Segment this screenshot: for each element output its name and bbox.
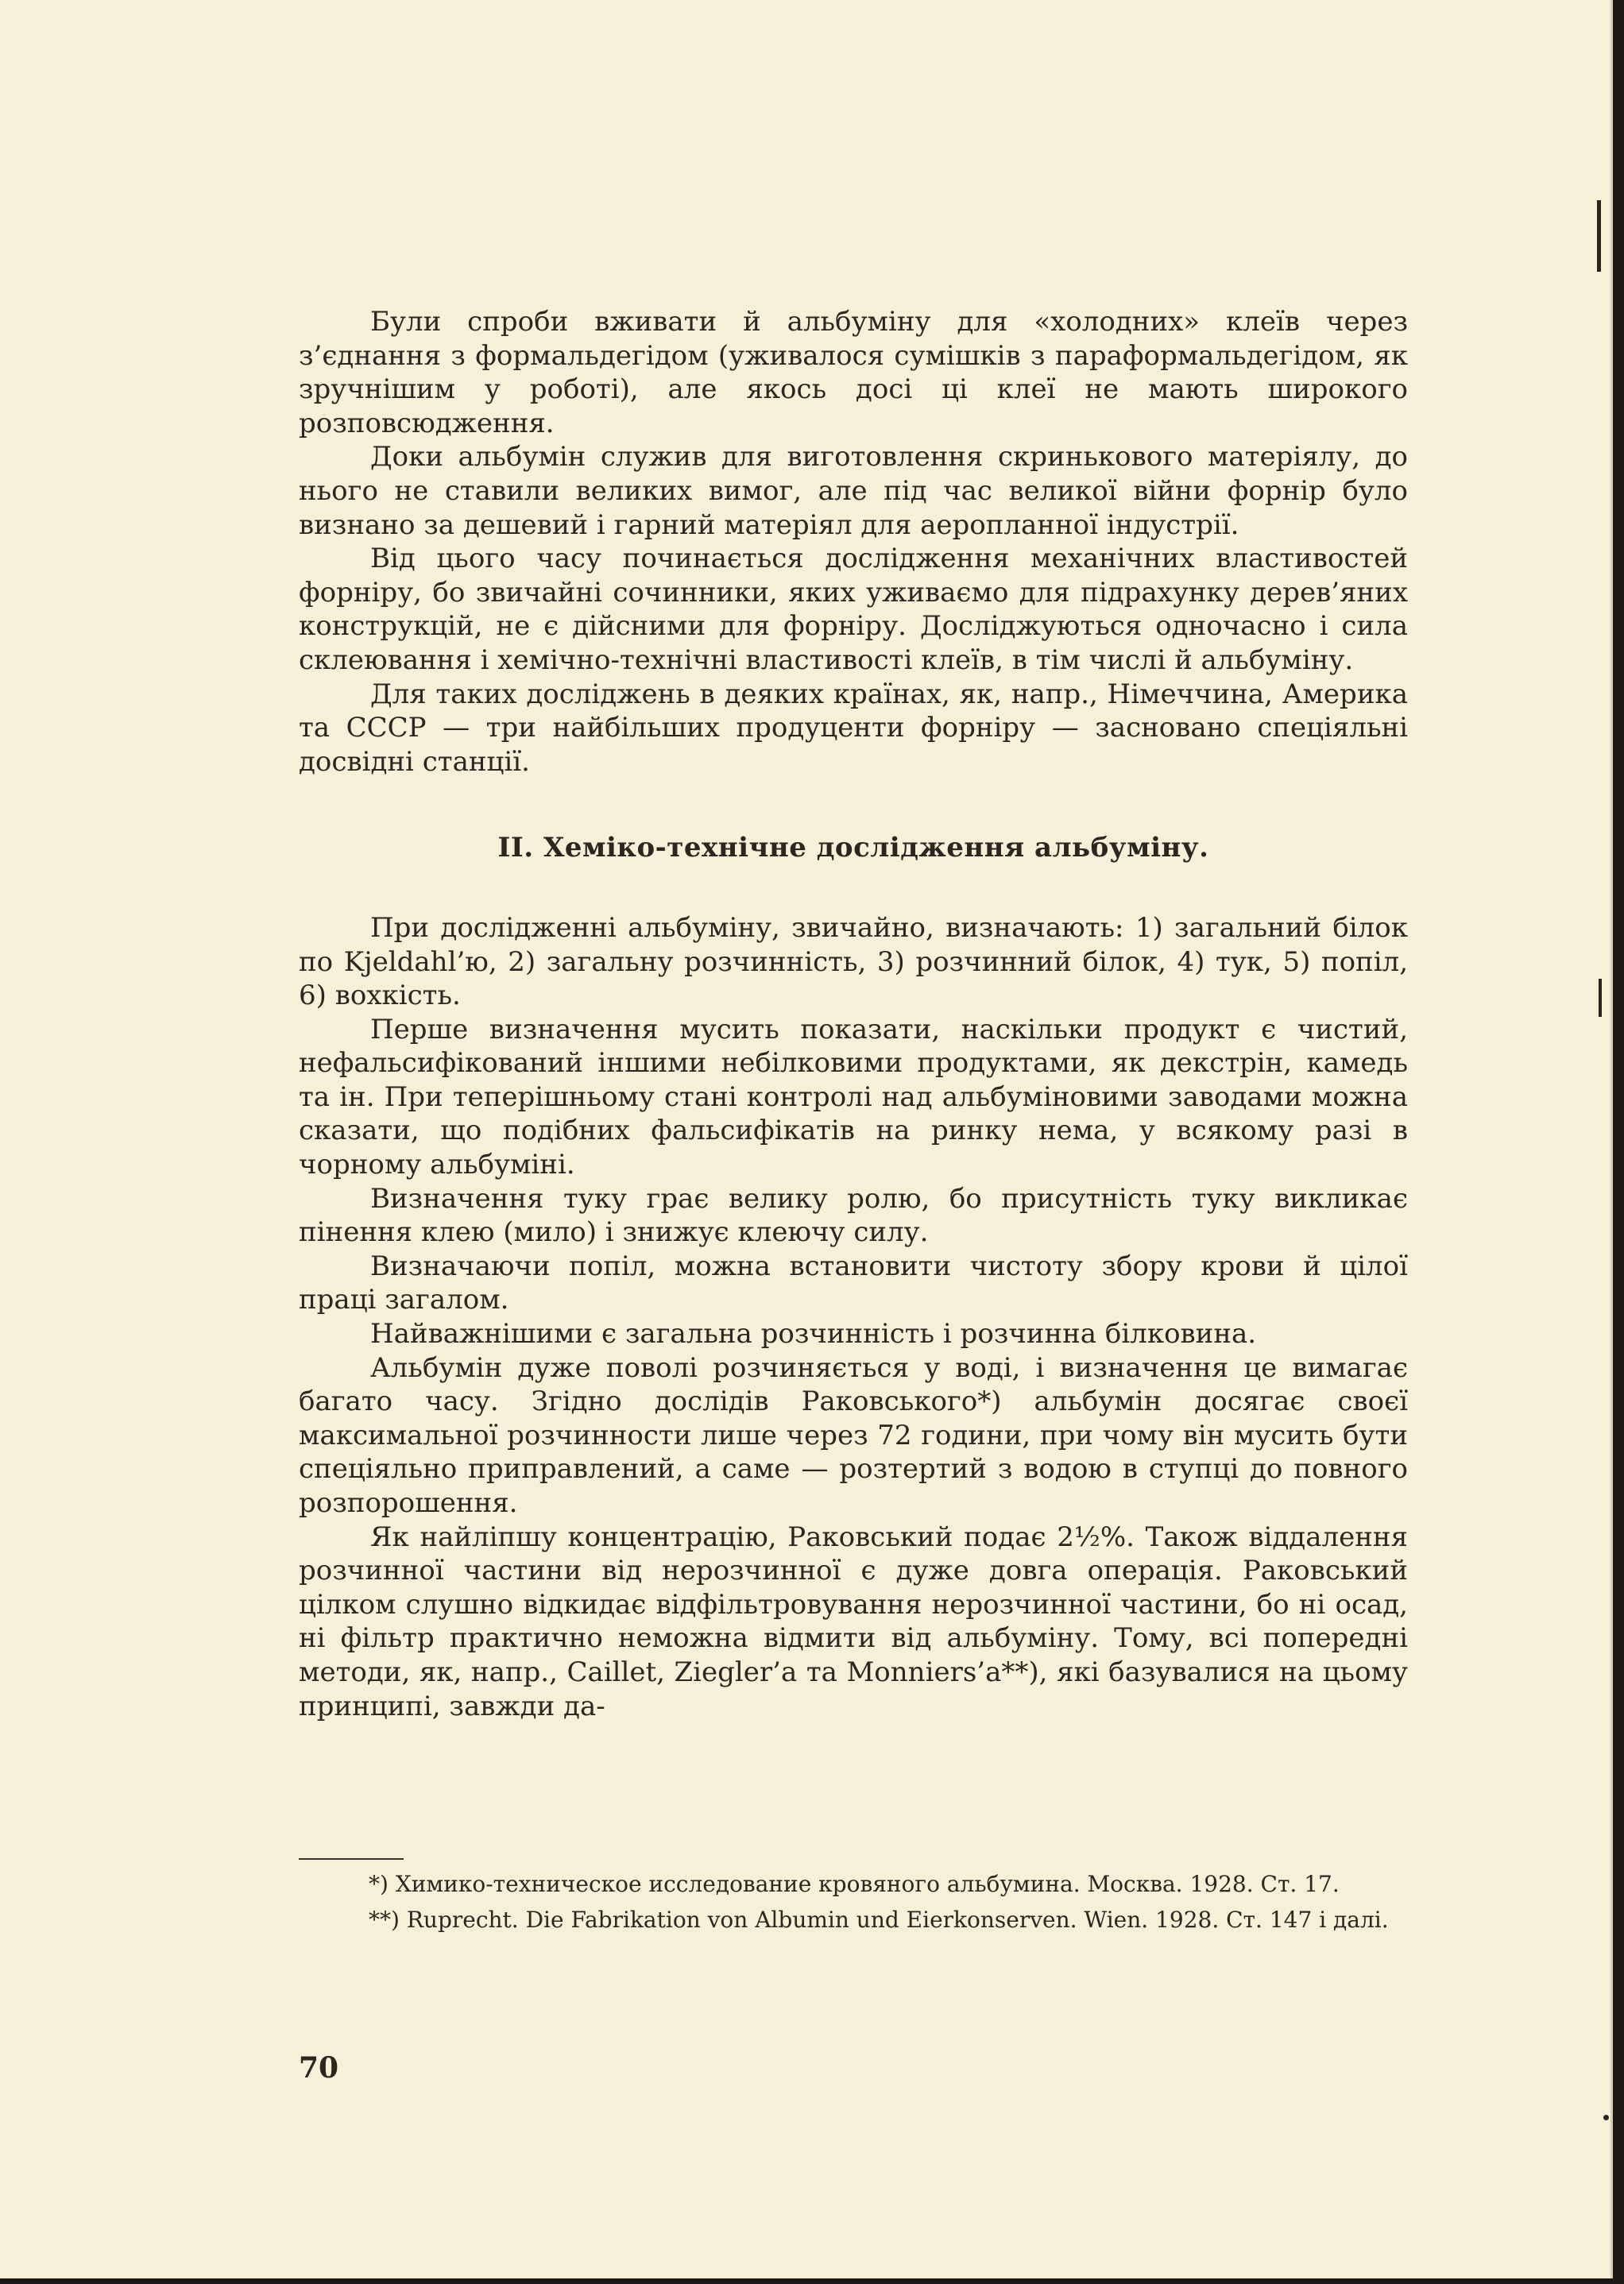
footnote: *) Химико-техническое исследование кровяного альбумина. Москва. 1928. Ст. 17.: [369, 1871, 1340, 1897]
paragraph: Для таких досліджень в деяких країнах, як, напр., Німеччина, Америка та СССР — три найбільших продуценти форніру — засновано спеціяльні досвідні станції.: [299, 678, 1408, 778]
paragraph: Найважнішими є загальна розчинність і розчинна білковина.: [370, 1318, 1257, 1351]
scan-artifact-bottom: [1603, 2115, 1609, 2120]
paragraph: Як найліпшу концентрацію, Раковський подає 2½%. Також віддалення розчинної частини від нерозчинної є дуже довга операція. Раковський цілком слушно відкидає відфільтровування нерозчинної частини, бо ні осад, ні фільтр практично неможна відмити від альбуміну. Тому, всі попередні методи, як, напр., Caillet, Ziegler’a та Monniers’a**), які базувалися на цьому принципі, завжди да-: [299, 1521, 1408, 1722]
paragraph: Визначаючи попіл, можна встановити чистоту збору крови й цілої праці загалом.: [299, 1250, 1408, 1316]
footnote: **) Ruprecht. Die Fabrikation von Albumin und Eierkonserven. Wien. 1928. Ст. 147 і далі.: [369, 1907, 1389, 1933]
paragraph: При дослідженні альбуміну, звичайно, визначають: 1) загальний білок по Kjeldahl’ю, 2) загальну розчинність, 3) розчинний білок, 4) тук, 5) попіл, 6) вохкість.: [299, 911, 1408, 1012]
section-heading: II. Хеміко-технічне дослідження альбуміну.: [497, 832, 1209, 864]
body-text: [299, 305, 1408, 1723]
footnote-divider: [299, 1858, 404, 1860]
paragraph: Визначення туку грає велику ролю, бо присутність туку викликає пінення клею (мило) і знижує клеючу силу.: [299, 1182, 1408, 1249]
scan-artifact-top: [1597, 200, 1601, 272]
footnotes: [299, 1870, 1408, 1942]
page-number: 70: [299, 2051, 339, 2085]
paragraph: Від цього часу починається дослідження механічних властивостей форніру, бо звичайні сочинники, яких уживаємо для підрахунку дерев’яних конструкцій, не є дійсними для форніру. Досліджуються одночасно і сила склеювання і хемічно-технічні властивості клеїв, в тім числі й альбуміну.: [299, 543, 1408, 676]
paragraph: Були спроби вживати й альбуміну для «холодних» клеїв через з’єднання з формальдегідом (уживалося сумішків з параформальдегідом, як зручнішим у роботі), але якось досі ці клеї не мають широкого розповсюдження.: [299, 306, 1408, 439]
paragraph: Альбумін дуже поволі розчиняється у воді, і визначення це вимагає багато часу. Згідно дослідів Раковського*) альбумін досягає своєї максимальної розчинности лише через 72 години, при чому він мусить бути спеціяльно приправлений, а саме — розтертий з водою в ступці до повного розпорошення.: [299, 1351, 1408, 1519]
paragraph: Доки альбумін служив для виготовлення скринькового матеріялу, до нього не ставили великих вимог, але під час великої війни форнір було визнано за дешевий і гарний матеріял для аеропланної індустрії.: [299, 441, 1408, 541]
paragraph: Перше визначення мусить показати, наскільки продукт є чистий, нефальсифікований іншими небілковими продуктами, як декстрін, камедь та ін. При теперішньому стані контролі над альбуміновими заводами можна сказати, що подібних фальсифікатів на ринку нема, у всякому разі в чорному альбуміні.: [299, 1013, 1408, 1181]
scan-artifact-middle: [1599, 979, 1602, 1017]
